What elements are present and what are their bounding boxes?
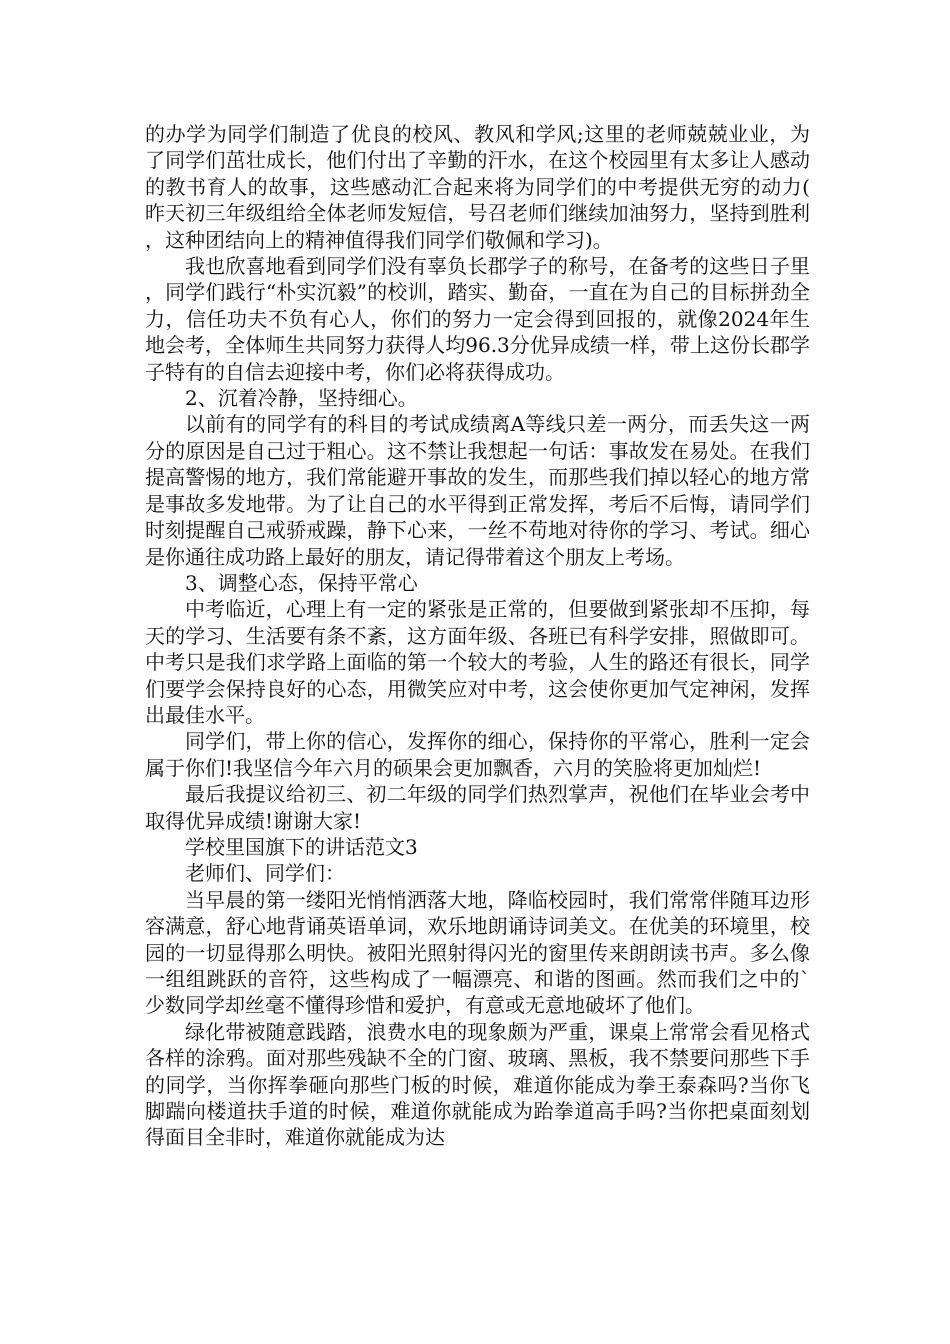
paragraph-mindset: 中考临近，心理上有一定的紧张是正常的，但要做到紧张却不压抑，每天的学习、生活要有条不紊，这方面年级、各班已有科学安排，照做即可。中考只是我们求学路上面临的第一个较大的考验，人生的路还有很长，同学们要学会保持良好的心态，用微笑应对中考，这会使你更加气定神闲，发挥出最佳水平。 [145,597,810,727]
section-heading-calm-careful: 2、沉着冷静，坚持细心。 [185,386,418,411]
speech-text-body [145,121,810,1151]
paragraph-morning-campus: 当早晨的第一缕阳光悄悄洒落大地，降临校园时，我们常常伴随耳边形容满意，舒心地背诵英语单词，欢乐地朗诵诗词美文。在优美的环境里，校园的一切显得那么明快。被阳光照射得闪光的窗里传来朗朗读书声。多么像一组组跳跃的音符，这些构成了一幅漂亮、和谐的图画。然而我们之中的`少数同学却丝毫不懂得珍惜和爱护，有意或无意地破坏了他们。 [145,887,810,1018]
paragraph-confidence: 同学们，带上你的信心，发挥你的细心，保持你的平常心，胜利一定会属于你们!我坚信今年六月的硕果会更加飘香，六月的笑脸将更加灿烂! [145,729,810,780]
paragraph-vandalism: 绿化带被随意践踏，浪费水电的现象颇为严重，课桌上常常会看见格式各样的涂鸦。面对那些残缺不全的门窗、玻璃、黑板，我不禁要问那些下手的同学，当你挥拳砸向那些门板的时候，难道你能成为拳王泰森吗?当你飞脚踹向楼道扶手道的时候，难道你就能成为跆拳道高手吗?当你把桌面刻划得面目全非时，难道你就能成为达 [145,1019,810,1150]
paragraph-carefulness: 以前有的同学有的科目的考试成绩离A等线只差一两分，而丢失这一两分的原因是自己过于粗心。这不禁让我想起一句话：事故发在易处。在我们提高警惕的地方，我们常能避开事故的发生，而那些我们掉以轻心的地方常是事故多发地带。为了让自己的水平得到正常发挥，考后不后悔，请同学们时刻提醒自己戒骄戒躁，静下心来，一丝不苟地对待你的学习、考试。细心是你通往成功路上最好的朋友，请记得带着这个朋友上考场。 [145,412,810,569]
speech-title-3: 学校里国旗下的讲话范文3 [185,834,418,859]
paragraph-closing-applause: 最后我提议给初三、初二年级的同学们热烈掌声，祝他们在毕业会考中取得优异成绩!谢谢大家! [145,782,810,833]
salutation: 老师们、同学们： [185,861,345,886]
paragraph-school-spirit: 的办学为同学们制造了优良的校风、教风和学风;这里的老师兢兢业业，为了同学们茁壮成长，他们付出了辛勤的汗水，在这个校园里有太多让人感动的教书育人的故事，这些感动汇合起来将为同学们的中考提供无穷的动力(昨天初三年级组给全体老师发短信，号召老师们继续加油努力，坚持到胜利，这种团结向上的精神值得我们同学们敬佩和学习)。 [145,122,810,252]
paragraph-student-effort: 我也欣喜地看到同学们没有辜负长郡学子的称号，在备考的这些日子里，同学们践行“朴实沉毅”的校训，踏实、勤奋，一直在为自己的目标拼劲全力，信任功夫不负有心人，你们的努力一定会得到回报的，就像2024年生地会考，全体师生共同努力获得人均96.3分优异成绩一样，带上这份长郡学子特有的自信去迎接中考，你们必将获得成功。 [145,254,810,384]
section-heading-mindset: 3、调整心态，保持平常心 [185,570,418,595]
